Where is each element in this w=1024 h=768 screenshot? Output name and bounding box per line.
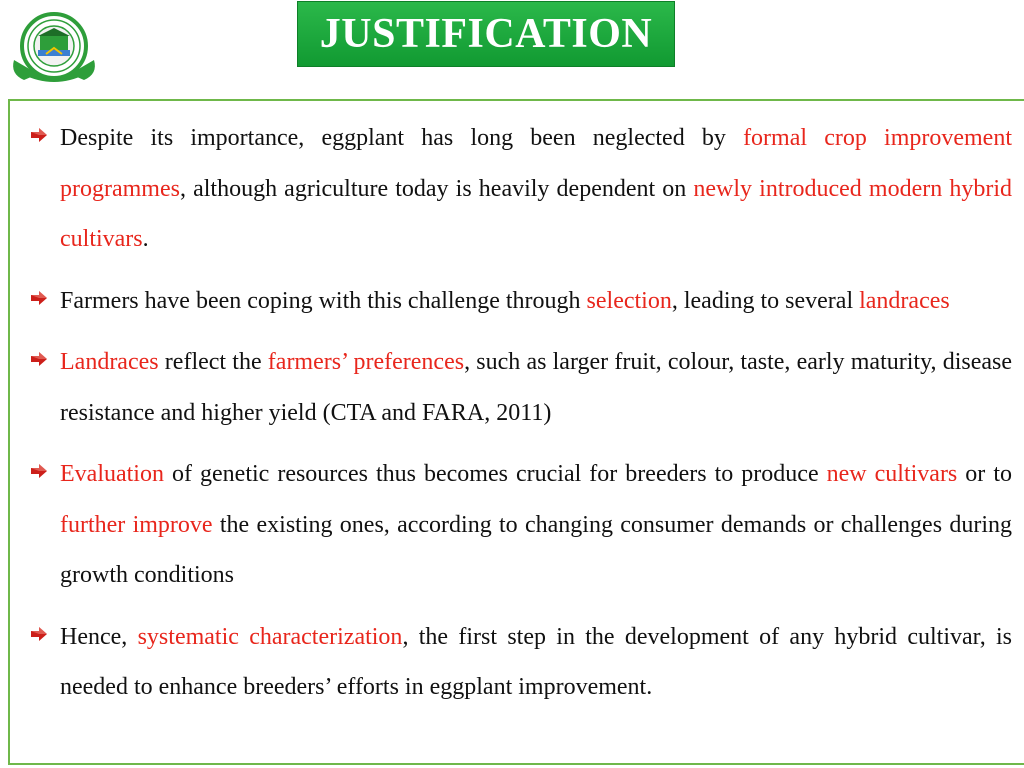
bullet-item <box>20 612 1012 713</box>
arrow-bullet-icon <box>30 464 48 478</box>
highlighted-text: farmers’ preferences <box>267 349 465 375</box>
arrow-bullet-icon <box>30 352 48 366</box>
arrow-bullet-icon <box>30 291 48 305</box>
highlighted-text: selection <box>586 287 672 314</box>
body-text: , the first step in the development of any hybrid cultivar, is needed to enhance breeders’ efforts in eggplant improvement. <box>60 623 1012 700</box>
highlighted-text: further improve <box>60 511 213 538</box>
highlighted-text: new cultivars <box>826 461 958 487</box>
highlighted-text: newly introduced modern hybrid cultivars <box>60 175 1013 252</box>
arrow-bullet-icon <box>30 128 48 142</box>
body-text: the existing ones, according to changing consumer demands or challenges during growth conditions <box>60 511 1012 588</box>
body-text: , leading to several <box>671 287 860 314</box>
bullet-text <box>60 449 1012 601</box>
bullet-text <box>60 612 1012 713</box>
highlighted-text: landraces <box>859 287 950 314</box>
body-text: . <box>142 226 149 252</box>
highlighted-text: systematic characterization <box>137 623 403 650</box>
highlighted-text: Evaluation <box>60 461 164 487</box>
body-text: of genetic resources thus becomes crucial for breeders to produce <box>163 461 827 487</box>
bullet-text <box>60 276 1012 327</box>
body-text: reflect the <box>158 349 268 375</box>
bullet-item <box>20 449 1012 601</box>
bullet-item <box>20 276 1012 327</box>
highlighted-text: Landraces <box>60 349 159 375</box>
bullet-list <box>20 113 1012 713</box>
page-title: JUSTIFICATION <box>319 11 653 57</box>
bullet-text <box>60 113 1012 265</box>
content-panel <box>8 99 1024 765</box>
bullet-text <box>60 337 1012 438</box>
body-text: Farmers have been coping with this challenge through <box>60 287 587 314</box>
title-banner <box>297 1 675 67</box>
bullet-item <box>20 337 1012 438</box>
bullet-item <box>20 113 1012 265</box>
body-text: Despite its importance, eggplant has long been neglected by <box>60 125 744 151</box>
body-text: or to <box>957 461 1012 487</box>
body-text: , such as larger fruit, colour, taste, early maturity, disease resistance and higher yield (CTA and FARA, 2011) <box>60 349 1013 426</box>
highlighted-text: formal crop improvement programmes <box>60 125 1012 202</box>
body-text: , although agriculture today is heavily dependent on <box>179 175 694 202</box>
arrow-bullet-icon <box>30 627 48 641</box>
body-text: Hence, <box>60 623 138 650</box>
university-seal-icon <box>8 8 100 88</box>
